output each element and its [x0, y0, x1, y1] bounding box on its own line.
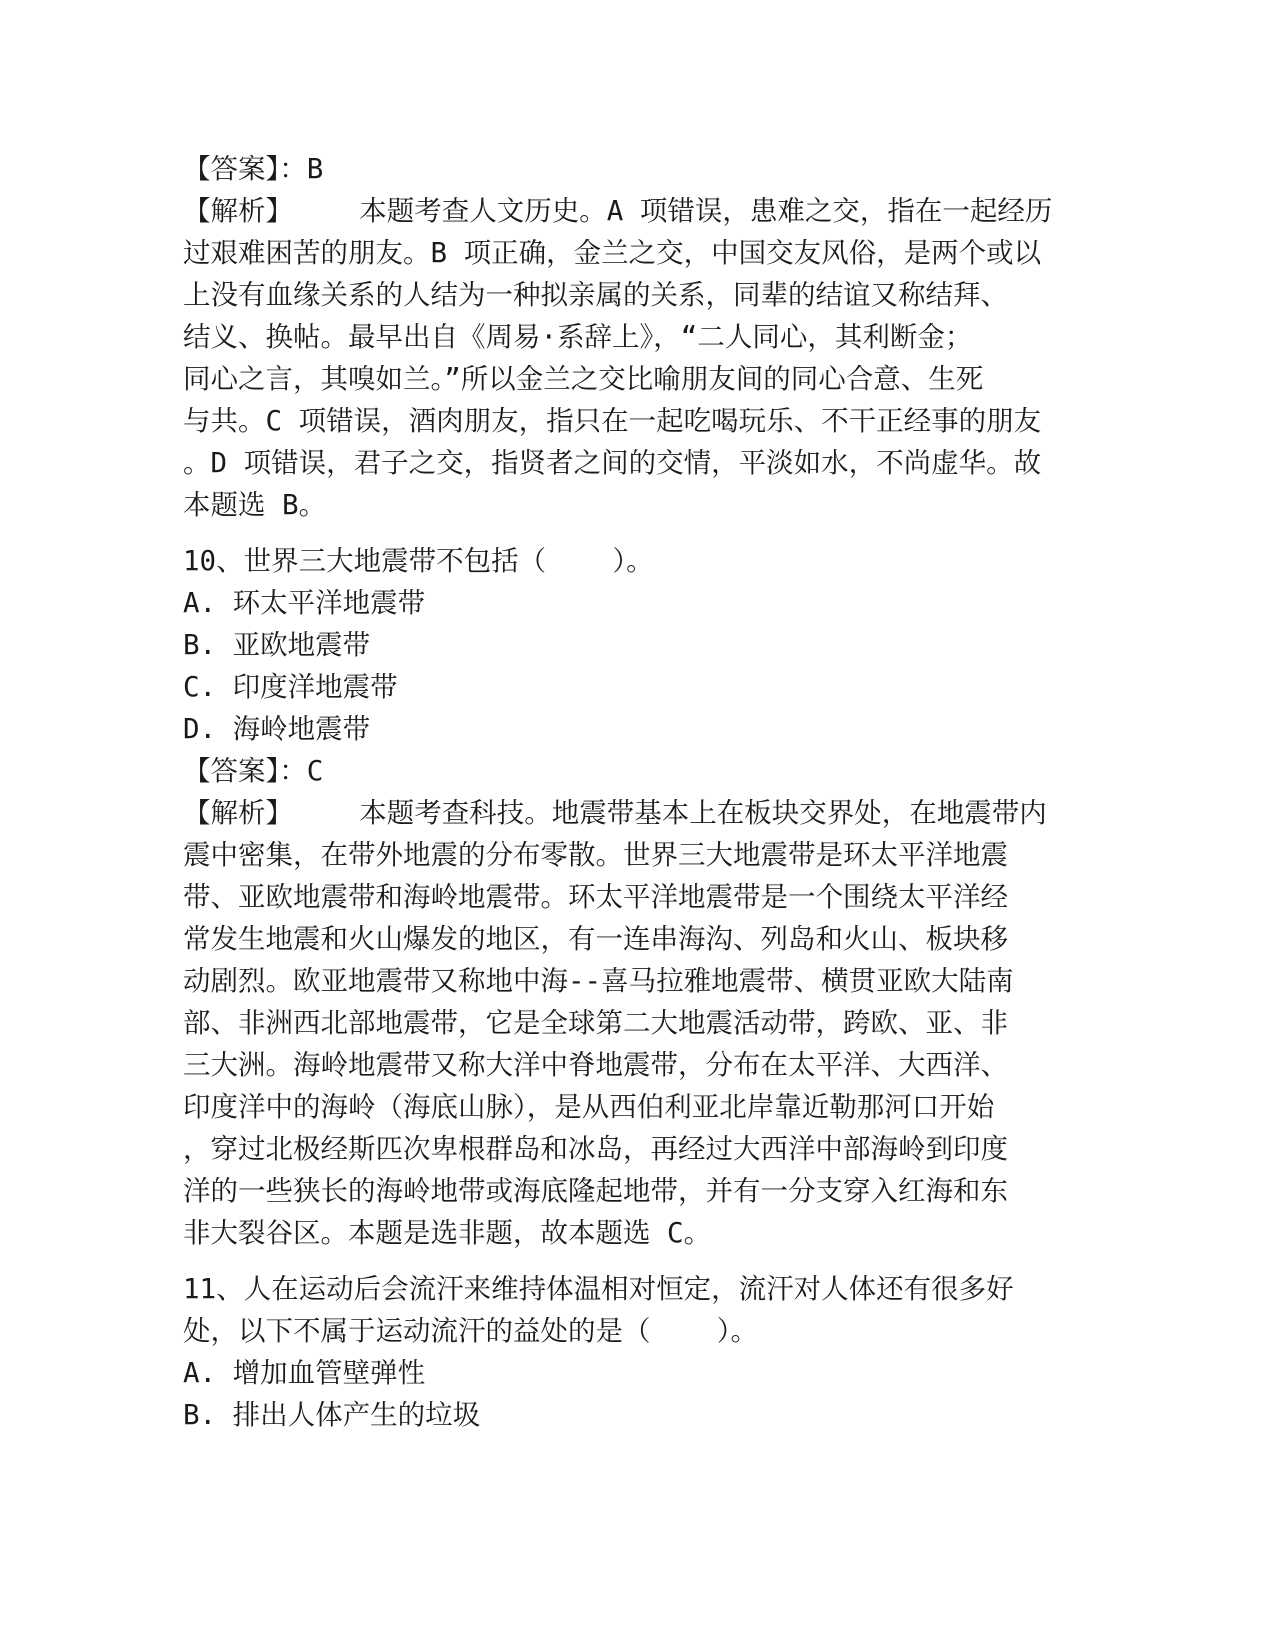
q10-explanation-line: 印度洋中的海岭（海底山脉），是从西伯利亚北岸靠近勒那河口开始: [183, 1091, 995, 1123]
q11-option-a: A. 增加血管壁弹性: [183, 1357, 426, 1389]
q10-explanation-line: 部、非洲西北部地震带，它是全球第二大地震活动带，跨欧、亚、非: [183, 1007, 1008, 1039]
q9-explanation-line: 结义、换帖。最早出自《周易·系辞上》，“二人同心，其利断金；: [183, 321, 973, 353]
q10-explanation-line: 三大洲。海岭地震带又称大洋中脊地震带，分布在太平洋、大西洋、: [183, 1049, 1008, 1081]
q10-explanation-line: ，穿过北极经斯匹次卑根群岛和冰岛，再经过大西洋中部海岭到印度: [183, 1133, 1008, 1165]
q9-explanation-line: 【解析】 本题考查人文历史。A 项错误，患难之交，指在一起经历: [183, 195, 1053, 227]
q10-explanation-line: 【解析】 本题考查科技。地震带基本上在板块交界处，在地震带内: [183, 797, 1047, 829]
q10-option-a: A. 环太平洋地震带: [183, 587, 426, 619]
section-gap: [183, 526, 1083, 540]
q10-explanation-line: 常发生地震和火山爆发的地区，有一连串海沟、列岛和火山、板块移: [183, 923, 1008, 955]
section-gap: [183, 1254, 1083, 1268]
document-content: [183, 148, 1083, 1436]
q10-explanation-line: 带、亚欧地震带和海岭地震带。环太平洋地震带是一个围绕太平洋经: [183, 881, 1008, 913]
q9-explanation-line: 过艰难困苦的朋友。B 项正确，金兰之交，中国交友风俗，是两个或以: [183, 237, 1042, 269]
q9-explanation-line: 。D 项错误，君子之交，指贤者之间的交情，平淡如水，不尚虚华。故: [183, 447, 1042, 479]
q10-explanation-line: 震中密集，在带外地震的分布零散。世界三大地震带是环太平洋地震: [183, 839, 1008, 871]
q11-question-line: 11、人在运动后会流汗来维持体温相对恒定，流汗对人体还有很多好: [183, 1273, 1014, 1305]
q11-question-line: 处，以下不属于运动流汗的益处的是（ ）。: [183, 1315, 758, 1347]
q10-explanation-line: 洋的一些狭长的海岭地带或海底隆起地带，并有一分支穿入红海和东: [183, 1175, 1008, 1207]
q9-explanation-line: 同心之言，其嗅如兰。”所以金兰之交比喻朋友间的同心合意、生死: [183, 363, 984, 395]
q10-option-b: B. 亚欧地震带: [183, 629, 371, 661]
q10-answer: 【答案】：C: [183, 755, 324, 787]
q9-explanation-line: 本题选 B。: [183, 489, 327, 521]
q10-option-c: C. 印度洋地震带: [183, 671, 398, 703]
q11-option-b: B. 排出人体产生的垃圾: [183, 1399, 481, 1431]
q10-explanation-line: 非大裂谷区。本题是选非题，故本题选 C。: [183, 1217, 712, 1249]
q10-option-d: D. 海岭地震带: [183, 713, 371, 745]
q9-explanation-line: 上没有血缘关系的人结为一种拟亲属的关系，同辈的结谊又称结拜、: [183, 279, 1008, 311]
q10-question: 10、世界三大地震带不包括（ ）。: [183, 545, 654, 577]
q10-explanation-line: 动剧烈。欧亚地震带又称地中海--喜马拉雅地震带、横贯亚欧大陆南: [183, 965, 1014, 997]
q9-explanation-line: 与共。C 项错误，酒肉朋友，指只在一起吃喝玩乐、不干正经事的朋友: [183, 405, 1042, 437]
q9-answer: 【答案】：B: [183, 153, 324, 185]
